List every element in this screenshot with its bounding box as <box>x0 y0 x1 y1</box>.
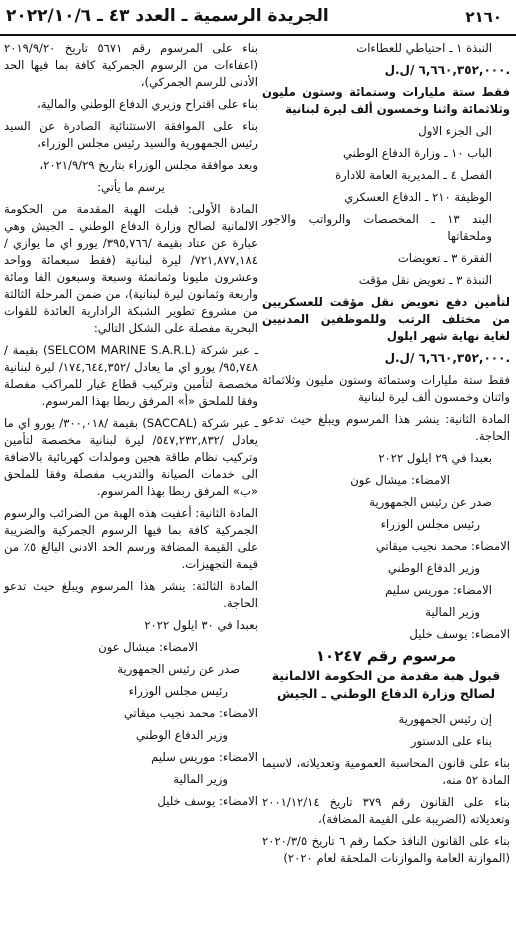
pm-signature: الامضاء: محمد نجيب ميقاتي <box>123 706 258 720</box>
function-line: الوظيفة ٢١٠ ـ الدفاع العسكري <box>344 190 492 204</box>
article-2-text: المادة الثانية: أعفيت هذه الهبة من الضرائب والرسوم الجمركية كافة بما فيها الرسوم الجمركية والضريبة على القيمة المضافة ورسم الحد الادنى البالغ ٥٪ من قيمة التجهيزات. <box>4 506 258 571</box>
article-1-text: المادة الأولى: قبلت الهبة المقدمة من الحكومة الالمانية لصالح وزارة الدفاع الوطني ـ الجيش وهي عبارة عن عتاد بقيمة /٣٩٥,٧٦٦/ يورو اي ما يوازي /٧٢١,٨٧٧,١٨٤/ ليرة لبنانية (فقط سبعمائة وواحد وعشرون مليونا وثمانمئة وسبعة وسبعون الفا ومائة واربعة وثمانون ليرة لبنانية)، من ضمن المرحلة الثالثة من مشروع تطوير الشبكة الرادارية العائدة للقوات البحرية مفصلة على الشكل التالي: <box>4 202 258 335</box>
amount-1: ٦,٦٦٠,٣٥٢,٠٠٠ /ل.ل. <box>384 63 510 77</box>
intro-vat-law: بناء على القانون رقم ٣٧٩ تاريخ ٢٠٠١/١٢/١٤ وتعديلاته (الضريبة على القيمة المضافة)، <box>262 795 510 826</box>
paragraph-line: الفقرة ٣ ـ تعويضات <box>397 251 492 265</box>
defense-minister-signature: الامضاء: موريس سليم <box>385 583 492 597</box>
chapter-line: الباب ١٠ ـ وزارة الدفاع الوطني <box>342 146 492 160</box>
item-selcom: ـ عبر شركة (SELCOM MARINE S.A.R.L) بقيمة /٩٥,٧٤٨/ يورو اي ما يعادل /١٧٤,٦٤٤,٣٥٢/ ليرة لبنانية مخصصة لتأمين وتركيب قطاع غيار للمراكب مفصلة وفقا للملحق «أ» المرفق ربطا بهذا المرسوم. <box>4 343 258 408</box>
finance-minister-title: وزير المالية <box>425 605 480 619</box>
amount-1-words: فقط ستة مليارات وستمائة وستون مليون وثلاثمائة واثنا وخمسون ألف ليرة لبنانية <box>262 85 510 116</box>
intro-constitution: بناء على الدستور <box>410 734 492 748</box>
finance-minister-signature: الامضاء: يوسف خليل <box>157 794 258 808</box>
preamble-customs: بناء على المرسوم رقم ٥٦٧١ تاريخ ٢٠١٩/٩/٢٠ (اعفاءات من الرسوم الجمركية كافة بما فيها الحد الأدنى للرسم الجمركي)، <box>4 41 258 89</box>
left-column <box>4 40 258 815</box>
gazette-issue-title: الجريدة الرسمية ـ العدد ٤٣ ـ ٢٠٢٢/١٠/٦ <box>6 6 329 26</box>
defense-minister-title: وزير الدفاع الوطني <box>387 561 480 575</box>
decree-subject: قبول هبة مقدمة من الحكومة الالمانية لصالح وزارة الدفاع الوطني ـ الجيش <box>271 668 501 701</box>
intro-budget-law: بناء على القانون النافذ حكما رقم ٦ تاريخ ٢٠٢٠/٣/٥ (الموازنة العامة والموازنات الملحقة لعام ٢٠٢٠) <box>262 834 510 865</box>
section-line: الفصل ٤ ـ المديرية العامة للادارة <box>335 168 492 182</box>
decree-line: يرسم ما يأتي: <box>97 180 165 194</box>
defense-minister-title: وزير الدفاع الوطني <box>135 728 228 742</box>
defense-minister-signature: الامضاء: موريس سليم <box>151 750 258 764</box>
article-3-text: المادة الثالثة: ينشر هذا المرسوم ويبلغ حيث تدعو الحاجة. <box>4 579 258 610</box>
issued-by: صدر عن رئيس الجمهورية <box>369 495 492 509</box>
intro-president: إن رئيس الجمهورية <box>398 712 492 726</box>
signing-date: بعبدا في ٢٩ ايلول ٢٠٢٢ <box>378 451 492 465</box>
finance-minister-signature: الامضاء: يوسف خليل <box>409 627 510 641</box>
amount-2-words: فقط ستة مليارات وستمائة وستون مليون وثلاثمائة واثنان وخمسون ألف ليرة لبنانية <box>262 373 510 404</box>
preamble-proposal: بناء على اقتراح وزيري الدفاع الوطني والمالية، <box>36 97 258 111</box>
reserve-line: النبذة ١ ـ احتياطي للعطاءات <box>356 41 492 55</box>
president-signature: الامضاء: ميشال عون <box>98 640 198 654</box>
signing-date: بعبدا في ٣٠ ايلول ٢٠٢٢ <box>144 618 258 632</box>
page-number: ٢١٦٠ <box>465 8 502 26</box>
president-signature: الامضاء: ميشال عون <box>350 473 450 487</box>
preamble-council: وبعد موافقة مجلس الوزراء بتاريخ ٢٠٢١/٩/٢٩، <box>39 158 258 172</box>
article-2-text: المادة الثانية: ينشر هذا المرسوم ويبلغ حيث تدعو الحاجة. <box>262 412 510 443</box>
item-saccal: ـ عبر شركة (SACCAL) بقيمة /٣٠٠,٠١٨/ يورو اي ما يعادل /٥٤٧,٢٣٢,٨٣٢/ ليرة لبنانية مخصصة لتأمين وتركيب نظام طاقة هجين ومولدات كهربائية بالاضافة الى خدمات الصيانة والتدريب مفصلة وفقا للملحق «ب» المرفق ربطا بهذا المرسوم. <box>4 416 258 498</box>
purpose-text: لتأمين دفع تعويض نقل مؤقت للعسكريين من مختلف الرتب وللموظفين المدنيين لغاية نهاية شهر ايلول <box>262 295 510 343</box>
pm-title: رئيس مجلس الوزراء <box>128 684 228 698</box>
pm-title: رئيس مجلس الوزراء <box>380 517 480 531</box>
pm-signature: الامضاء: محمد نجيب ميقاتي <box>375 539 510 553</box>
right-column <box>262 40 510 872</box>
subsection-line: النبذة ٣ ـ تعويض نقل مؤقت <box>358 273 492 287</box>
item-line: البند ١٣ ـ المخصصات والرواتب والاجور وملحقاتها <box>262 212 492 243</box>
issued-by: صدر عن رئيس الجمهورية <box>117 662 240 676</box>
header-rule <box>0 34 516 36</box>
finance-minister-title: وزير المالية <box>173 772 228 786</box>
amount-2: ٦,٦٦٠,٣٥٢,٠٠٠ /ل.ل. <box>384 351 510 365</box>
intro-accounting-law: بناء على قانون المحاسبة العمومية وتعديلاته، لاسيما المادة ٥٢ منه، <box>262 756 510 787</box>
decree-title: مرسوم رقم ١٠٢٤٧ <box>315 647 457 665</box>
part-line: الى الجزء الاول <box>418 124 492 138</box>
preamble-approval: بناء على الموافقة الاستثنائية الصادرة عن السيد رئيس الجمهورية والسيد رئيس مجلس الوزراء، <box>4 119 258 150</box>
page-header <box>0 0 516 36</box>
